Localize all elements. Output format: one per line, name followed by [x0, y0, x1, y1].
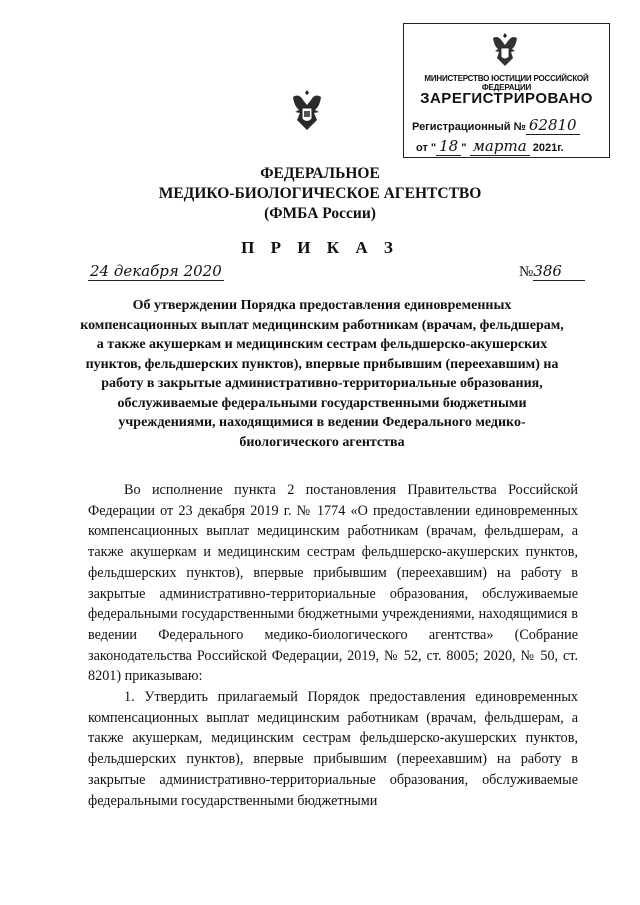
- order-title: Об утверждении Порядка предоставления единовременных компенсационных выплат медицинским работникам (врачам, фельдшерам, а также акушеркам и медицинским сестрам фельдшерско-акушерских пунктов, фельдшерских пунктов), впервые прибывшим (переехавшим) на работу в закрытые административно-территориальные образования, обслуживаемые федеральными государственными бюджетными учреждениями, находящимися в ведении Федерального медико-биологического агентства: [80, 298, 564, 450]
- order-number: 386: [533, 262, 585, 281]
- registration-stamp: [403, 23, 610, 158]
- agency-line-1: ФЕДЕРАЛЬНОЕ: [260, 165, 380, 182]
- agency-line-2: МЕДИКО-БИОЛОГИЧЕСКОЕ АГЕНТСТВО: [158, 185, 482, 202]
- body-paragraph: 1. Утвердить прилагаемый Порядок предоставления единовременных компенсационных выплат медицинским работникам (врачам, фельдшерам, а также акушеркам, медицинским сестрам фельдшерско-акушерских пунктов, фельдшерских пунктов), впервые прибывшим (переехавшим) на работу в закрытые административно-территориальные образования, обслуживаемые федеральными государственными бюджетными: [88, 689, 578, 809]
- year-suffix: г.: [557, 142, 564, 154]
- order-date: 24 декабря 2020: [90, 262, 222, 280]
- order-number-row: [519, 262, 585, 281]
- registration-number: 62810: [526, 116, 580, 135]
- coat-of-arms-icon: [289, 88, 325, 134]
- registration-month: марта: [470, 137, 530, 156]
- body-paragraph: Во исполнение пункта 2 постановления Правительства Российской Федерации от 23 декабря 2019 г. № 1774 «О предоставлении единовременных компенсационных выплат медицинским работникам (врачам, фельдшерам, а также акушеркам и медицинским сестрам фельдшерско-акушерских пунктов, фельдшерских пунктов), впервые прибывшим (переехавшим) на работу в закрытые административно-территориальные образования, обслуживаемые федеральными государственными бюджетными учреждениями, находящимися в ведении Федерального медико-биологического агентства» (Собрание законодательства Российской Федерации, 2019, № 52, ст. 8005; 2020, № 50, ст. 8201) приказываю:: [88, 482, 578, 685]
- order-number-label: №: [519, 264, 534, 280]
- registration-year: 2021: [532, 142, 558, 154]
- order-heading: П Р И К А З: [241, 238, 399, 257]
- agency-name: [0, 164, 640, 224]
- ministry-name: МИНИСТЕРСТВО ЮСТИЦИИ РОССИЙСКОЙ ФЕДЕРАЦИИ: [424, 74, 589, 92]
- registered-label: ЗАРЕГИСТРИРОВАНО: [420, 90, 593, 107]
- registration-number-row: [412, 116, 580, 134]
- registration-number-label: Регистрационный №: [412, 121, 526, 133]
- registration-date-prefix: от: [416, 142, 428, 154]
- registration-date-row: от " 18 " марта 2021г.: [416, 137, 564, 155]
- registration-day: 18: [436, 137, 461, 156]
- order-body: [88, 480, 578, 811]
- agency-line-3: (ФМБА России): [264, 205, 376, 222]
- coat-of-arms-icon: [488, 30, 522, 70]
